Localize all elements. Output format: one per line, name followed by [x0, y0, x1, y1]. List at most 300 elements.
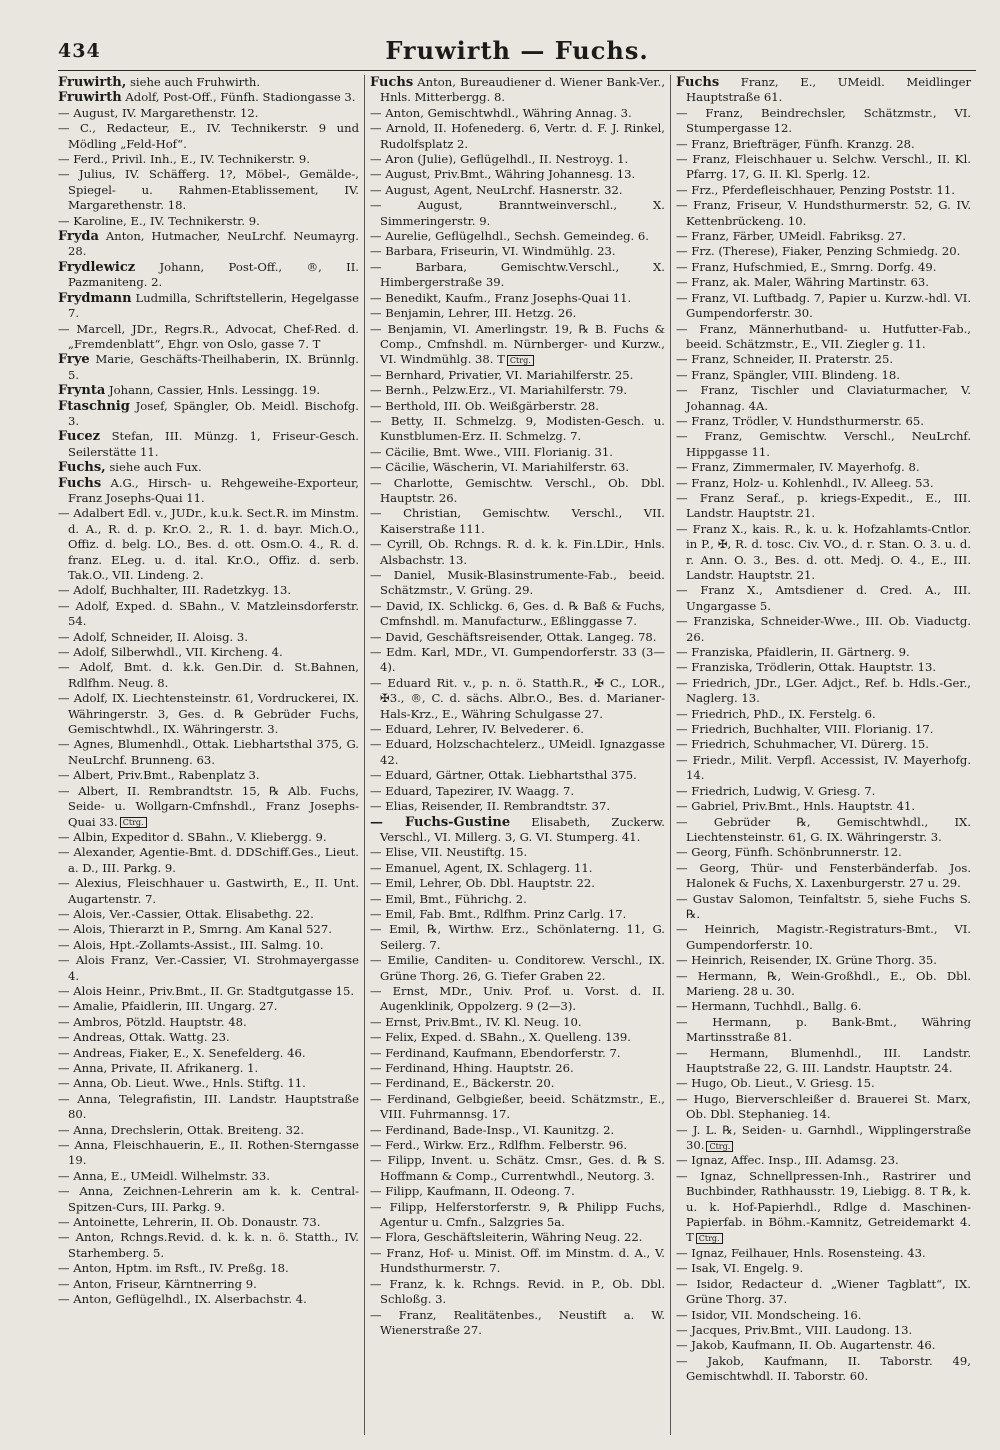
entry-text: — Anna, E., UMeidl. Wilhelmstr. 33. — [58, 1168, 270, 1183]
directory-entry — [58, 291, 359, 322]
directory-entry — [676, 583, 971, 614]
entry-text: — Emil, ℞, Wirthw. Erz., Schönlaterng. 11, G. Seilerg. 7. — [370, 922, 665, 952]
entry-text: — Julius, IV. Schäfferg. 1?, Möbel-, Gemälde-, Spiegel- u. Rahmen-Etablissement, IV. Margarethenstr. 18. — [58, 167, 359, 213]
entry-text: — Anton, Hptm. im Rsft., IV. Preßg. 18. — [58, 1261, 289, 1276]
entry-text: — David, IX. Schlickg. 6, Ges. d. ℞ Baß & Fuchs, Cmfnshdl. m. Manufacturw., Eßlinggasse 7. — [370, 598, 665, 629]
directory-entry — [58, 106, 359, 121]
entry-surname: Fuchs — [676, 75, 720, 90]
entry-text: — Alois, Thierarzt in P., Smrng. Am Kanal 527. — [58, 922, 332, 937]
directory-entry — [58, 260, 359, 291]
entry-text: — Franz X., kais. R., k. u. k. Hofzahlamts-Cntlor. in P., ✠, R. d. tosc. Civ. VO., d. r. Stan. O. 3. u. d. r. Ann. O. 3., Bes. d. ott. Medj. O. 4., E., III. Landstr. Hauptstr. 21. — [676, 521, 971, 582]
entry-text: Ludmilla, Schriftstellerin, Hegelgasse 7. — [68, 290, 359, 321]
directory-entry — [58, 1076, 359, 1091]
entry-text: Johann, Cassier, Hnls. Lessingg. 19. — [105, 383, 321, 398]
entry-text: — Alois, Hpt.-Zollamts-Assist., III. Salmg. 10. — [58, 937, 324, 952]
directory-entry — [370, 1015, 665, 1030]
entry-text: — Heinrich, Magistr.-Registraturs-Bmt., VI. Gumpendorferstr. 10. — [676, 922, 971, 952]
directory-entry — [58, 1277, 359, 1292]
directory-entry — [58, 1061, 359, 1076]
entry-text: — Eduard, Holzschachtelerz., UMeidl. Ignazgasse 42. — [370, 737, 665, 767]
entry-surname: — Fuchs-Gustine — [370, 814, 511, 830]
entry-text: Anton, Bureaudiener d. Wiener Bank-Ver., Hnls. Mitterbergg. 8. — [380, 75, 665, 105]
entry-text: — Frz. (Therese), Fiaker, Penzing Schmiedg. 20. — [676, 244, 961, 259]
entry-text: — Franz, Friseur, V. Hundsthurmerstr. 52, G. IV. Kettenbrückeng. 10. — [676, 198, 971, 228]
directory-entry — [58, 922, 359, 937]
directory-entry — [58, 999, 359, 1014]
directory-entry — [676, 1123, 971, 1154]
entry-text: — Franz, Hufschmied, E., Smrng. Dorfg. 49. — [676, 259, 937, 274]
directory-entry — [676, 491, 971, 522]
page-header — [58, 30, 976, 71]
entry-text: — Bernh., Pelzw.Erz., VI. Mariahilferstr. 79. — [370, 383, 628, 398]
directory-entry — [58, 691, 359, 737]
entry-text: — Alexander, Agentie-Bmt. d. DDSchiff.Ges., Lieut. a. D., III. Parkg. 9. — [58, 845, 359, 875]
directory-entry — [370, 506, 665, 537]
directory-entry — [676, 999, 971, 1014]
entry-text: — Adolf, IX. Liechtensteinstr. 61, Vordruckerei, IX. Währingerstr. 3, Ges. d. ℞ Gebrüder Fuchs, Gemischtwhdl., IX. Währingerstr. 3. — [58, 691, 359, 737]
directory-entry — [370, 876, 665, 891]
directory-entry — [676, 815, 971, 846]
entry-text: — Flora, Geschäftsleiterin, Währing Neug. 22. — [370, 1230, 643, 1245]
entry-text: — Ferd., Wirkw. Erz., Rdlfhm. Felberstr. 96. — [370, 1138, 628, 1153]
directory-entry — [370, 784, 665, 799]
directory-entry — [58, 768, 359, 783]
entry-text: — Alois Heinr., Priv.Bmt., II. Gr. Stadtgutgasse 15. — [58, 983, 355, 998]
entry-text: — Franz, Trödler, V. Hundsthurmerstr. 65. — [676, 413, 924, 428]
entry-text: — Anton, Gemischtwhdl., Währing Annag. 3. — [370, 105, 632, 120]
directory-entry — [370, 630, 665, 645]
entry-text: — Franz, Holz- u. Kohlenhdl., IV. Alleeg. 53. — [676, 475, 934, 490]
directory-entry — [676, 460, 971, 475]
entry-text: — August, Priv.Bmt., Währing Johannesg. 13. — [370, 167, 636, 182]
directory-entry — [676, 476, 971, 491]
entry-text: — C., Redacteur, E., IV. Technikerstr. 9 und Mödling „Feld-Hof“. — [58, 121, 359, 151]
entry-text: — Barbara, Gemischtw.Verschl., X. Himbergerstraße 39. — [370, 259, 665, 290]
entry-text: — Andreas, Ottak. Wattg. 23. — [58, 1030, 230, 1045]
column-3 — [670, 75, 976, 1435]
entry-text: — Franz, Zimmermaler, IV. Mayerhofg. 8. — [676, 460, 920, 475]
directory-entry — [676, 1277, 971, 1308]
directory-entry — [58, 1138, 359, 1169]
entry-text: — Jakob, Kaufmann, II. Taborstr. 49, Gemischtwhdl. II. Taborstr. 60. — [676, 1353, 971, 1384]
entry-text: — Emil, Lehrer, Ob. Dbl. Hauptstr. 22. — [370, 876, 595, 891]
directory-entry — [370, 414, 665, 445]
telephone-badge: Ctrg. — [696, 1233, 723, 1244]
directory-entry — [370, 167, 665, 182]
entry-text: — Franz Seraf., p. kriegs-Expedit., E., III. Landstr. Hauptstr. 21. — [676, 490, 971, 521]
directory-entry — [58, 229, 359, 260]
directory-entry — [676, 1261, 971, 1276]
entry-text: — Cyrill, Ob. Rchngs. R. d. k. k. Fin.LDir., Hnls. Alsbachstr. 13. — [370, 537, 665, 567]
directory-entry — [370, 383, 665, 398]
entry-text: — Friedrich, Ludwig, V. Griesg. 7. — [676, 783, 876, 798]
entry-text: — Franziska, Schneider-Wwe., III. Ob. Viaductg. 26. — [676, 614, 971, 644]
entry-surname: Fruwirth, — [58, 75, 127, 90]
entry-text: — Anna, Private, II. Afrikanerg. 1. — [58, 1061, 259, 1075]
entry-text: — Ferdinand, Bade-Insp., VI. Kaunitzg. 2. — [370, 1122, 615, 1137]
directory-entry — [58, 1030, 359, 1045]
entry-text: — Franz, k. k. Rchngs. Revid. in P., Ob. Dbl. Schloßg. 3. — [370, 1276, 665, 1307]
directory-entry — [676, 969, 971, 1000]
entry-text: — Franz, Briefträger, Fünfh. Kranzg. 28. — [676, 136, 915, 151]
entry-text: — Hermann, ℞, Wein-Großhdl., E., Ob. Dbl. Marieng. 28 u. 30. — [676, 968, 971, 998]
directory-entry — [58, 630, 359, 645]
directory-entry — [58, 383, 359, 398]
directory-entry — [58, 907, 359, 922]
entry-text: — Ernst, Priv.Bmt., IV. Kl. Neug. 10. — [370, 1014, 582, 1029]
entry-text: — Ferdinand, Kaufmann, Ebendorferstr. 7. — [370, 1045, 621, 1060]
directory-entry — [58, 784, 359, 830]
directory-entry — [676, 892, 971, 923]
entry-text: — Frz., Pferdefleischhauer, Penzing Poststr. 11. — [676, 182, 955, 197]
entry-text: — August, IV. Margarethenstr. 12. — [58, 105, 259, 120]
directory-entry — [370, 306, 665, 321]
directory-entry — [370, 121, 665, 152]
entry-text: — Hermann, p. Bank-Bmt., Währing Martinsstraße 81. — [676, 1014, 971, 1045]
directory-entry — [676, 1076, 971, 1091]
directory-entry — [676, 106, 971, 137]
entry-text: — August, Branntweinverschl., X. Simmeringerstr. 9. — [370, 198, 665, 228]
entry-text: — Emanuel, Agent, IX. Schlagerg. 11. — [370, 860, 593, 875]
directory-entry — [370, 1092, 665, 1123]
directory-entry — [370, 1184, 665, 1199]
directory-entry — [58, 167, 359, 213]
directory-entry — [370, 368, 665, 383]
entry-text: — Filipp, Invent. u. Schätz. Cmsr., Ges. d. ℞ S. Hoffmann & Comp., Currentwhdl., Neutorg. 3. — [370, 1153, 665, 1183]
directory-entry — [676, 368, 971, 383]
entry-text: — Elias, Reisender, II. Rembrandtstr. 37. — [370, 799, 611, 814]
directory-entry — [370, 1030, 665, 1045]
directory-entry — [370, 322, 665, 368]
directory-entry — [676, 799, 971, 814]
entry-text: — Ferdinand, Gelbgießer, beeid. Schätzmstr., E., VIII. Fuhrmannsg. 17. — [370, 1091, 665, 1122]
entry-text: — Anna, Fleischhauerin, E., II. Rothen-Sterngasse 19. — [58, 1138, 359, 1168]
entry-text: Anton, Hutmacher, NeuLrchf. Neumayrg. 28. — [68, 229, 359, 259]
entry-text: — Isak, VI. Engelg. 9. — [676, 1261, 804, 1276]
entry-text: — Hermann, Tuchhdl., Ballg. 6. — [676, 999, 862, 1014]
directory-entry — [676, 414, 971, 429]
directory-entry — [58, 1230, 359, 1261]
entry-text: — Karoline, E., IV. Technikerstr. 9. — [58, 213, 260, 228]
directory-entry — [370, 922, 665, 953]
directory-entry — [370, 537, 665, 568]
entry-text: Franz, E., UMeidl. Meidlinger Hauptstraße 61. — [686, 75, 971, 105]
page-number: 434 — [58, 40, 101, 62]
directory-entry — [370, 1046, 665, 1061]
directory-entry — [676, 198, 971, 229]
entry-text: Adolf, Post-Off., Fünfh. Stadiongasse 3. — [121, 90, 356, 105]
entry-text: — Anna, Ob. Lieut. Wwe., Hnls. Stiftg. 11. — [58, 1076, 306, 1091]
entry-text: — Franz X., Amtsdiener d. Cred. A., III. Ungargasse 5. — [676, 583, 971, 613]
entry-text: — Hugo, Ob. Lieut., V. Griesg. 15. — [676, 1076, 875, 1091]
entry-surname: Fruwirth — [58, 90, 122, 106]
directory-entry — [370, 1200, 665, 1231]
entry-text: — Franz, Fleischhauer u. Selchw. Verschl., II. Kl. Pfarrg. 17, G. II. Kl. Sperlg. 12. — [676, 152, 971, 182]
entry-text: — Ferd., Privil. Inh., E., IV. Technikerstr. 9. — [58, 152, 310, 167]
directory-entry — [58, 938, 359, 953]
telephone-badge: Ctrg. — [507, 355, 534, 366]
entry-text: — Gebrüder ℞, Gemischtwhdl., IX. Liechtensteinstr. 61, G. IX. Währingerstr. 3. — [676, 814, 971, 844]
entry-text: A.G., Hirsch- u. Rehgeweihe-Exporteur, Franz Josephs-Quai 11. — [68, 475, 359, 505]
entry-text: — Filipp, Helferstorferstr. 9, ℞ Philipp Fuchs, Agentur u. Cmfn., Salzgries 5a. — [370, 1199, 665, 1230]
directory-entry — [58, 1215, 359, 1230]
directory-entry — [370, 183, 665, 198]
entry-text: — Franz, Realitätenbes., Neustift a. W. Wienerstraße 27. — [370, 1307, 665, 1337]
directory-entry — [676, 322, 971, 353]
entry-surname: Frydlewicz — [58, 259, 136, 275]
directory-entry — [58, 352, 359, 383]
entry-text: — Adalbert Edl. v., JUDr., k.u.k. Sect.R. im Minstm. d. A., R. d. p. Kr.O. 2., R. 1. d. bayr. Mich.O., Offiz. d. belg. LO., Bes. d. ott. Osm.O. 4., R. d. franz. ELeg. u. d. ital. Kr.O., Offiz. d. serb. Tak.O., VII. Lindeng. 2. — [58, 506, 359, 582]
entry-text: — Adolf, Buchhalter, III. Radetzkyg. 13. — [58, 583, 292, 598]
entry-text: — Daniel, Musik-Blasinstrumente-Fab., beeid. Schätzmstr., V. Grüng. 29. — [370, 568, 665, 598]
directory-entry — [676, 275, 971, 290]
entry-text: — Franziska, Pfaidlerin, II. Gärtnerg. 9. — [676, 645, 910, 660]
entry-surname: Fuchs — [370, 75, 414, 90]
entry-text: — Franz, Beindrechsler, Schätzmstr., VI. Stumpergasse 12. — [676, 105, 971, 136]
entry-text: — David, Geschäftsreisender, Ottak. Langeg. 78. — [370, 629, 657, 644]
entry-text: — Charlotte, Gemischtw. Verschl., Ob. Dbl. Hauptstr. 26. — [370, 475, 665, 505]
entry-text: — Alois Franz, Ver.-Cassier, VI. Strohmayergasse 4. — [58, 953, 359, 983]
directory-entry — [676, 660, 971, 675]
entry-text: — Ferdinand, E., Bäckerstr. 20. — [370, 1076, 555, 1091]
entry-text: — Eduard, Lehrer, IV. Belvederег. 6. — [370, 722, 584, 737]
directory-entry — [676, 953, 971, 968]
entry-text: — Alois, Ver.-Cassier, Ottak. Elisabethg. 22. — [58, 906, 314, 921]
directory-entry — [370, 892, 665, 907]
entry-text: — Jacques, Priv.Bmt., VIII. Laudong. 13. — [676, 1322, 913, 1337]
entry-text: — Emilie, Canditen- u. Conditorew. Verschl., IX. Grüne Thorg. 26, G. Tiefer Graben 22. — [370, 953, 665, 983]
directory-entry — [676, 383, 971, 414]
entry-text: — Isidor, Redacteur d. „Wiener Tagblatt“, IX. Grüne Thorg. 37. — [676, 1276, 971, 1307]
directory-entry — [370, 229, 665, 244]
entry-text: — Friedrich, Schuhmacher, VI. Dürerg. 15. — [676, 737, 929, 752]
telephone-badge: Ctrg. — [120, 817, 147, 828]
directory-entry — [370, 953, 665, 984]
directory-entry — [370, 1246, 665, 1277]
entry-surname: Frye — [58, 352, 90, 368]
directory-entry — [676, 429, 971, 460]
directory-entry — [676, 1046, 971, 1077]
directory-entry — [370, 722, 665, 737]
directory-entry — [370, 1308, 665, 1339]
directory-entry — [58, 476, 359, 507]
directory-entry — [370, 1076, 665, 1091]
directory-entry — [58, 1169, 359, 1184]
directory-entry — [58, 953, 359, 984]
directory-entry — [676, 260, 971, 275]
entry-text: — Edm. Karl, MDr., VI. Gumpendorferstr. 33 (3—4). — [370, 645, 665, 675]
entry-text: Johann, Post-Off., ®, II. Pazmaniteng. 2. — [68, 259, 359, 290]
directory-entry — [676, 845, 971, 860]
directory-entry — [58, 876, 359, 907]
entry-text: — Franz, ak. Maler, Währing Martinstr. 63. — [676, 275, 929, 290]
directory-entry — [58, 737, 359, 768]
entry-text: — Anna, Telegrafistin, III. Landstr. Hauptstraße 80. — [58, 1091, 359, 1122]
entry-text: — Gabriel, Priv.Bmt., Hnls. Hauptstr. 41. — [676, 799, 916, 814]
entry-text: — Ignaz, Affec. Insp., III. Adamsg. 23. — [676, 1153, 899, 1168]
entry-text: — Betty, II. Schmelzg. 9, Modisten-Gesch. u. Kunstblumen-Erz. II. Schmelzg. 7. — [370, 413, 665, 444]
directory-entry — [58, 399, 359, 430]
entry-text: — Barbara, Friseurin, VI. Windmühlg. 23. — [370, 244, 616, 259]
entry-text: — Franz, Spängler, VIII. Blindeng. 18. — [676, 367, 900, 382]
entry-text: — Anna, Drechslerin, Ottak. Breiteng. 32. — [58, 1122, 305, 1137]
directory-entry — [370, 106, 665, 121]
entry-text: — Filipp, Kaufmann, II. Odeong. 7. — [370, 1184, 575, 1199]
entry-text: — Felix, Exped. d. SBahn., X. Quelleng. 139. — [370, 1030, 631, 1045]
directory-entry — [676, 784, 971, 799]
columns — [58, 75, 976, 1435]
directory-entry — [676, 1338, 971, 1353]
directory-entry — [58, 90, 359, 105]
directory-entry — [676, 1153, 971, 1168]
directory-entry — [370, 599, 665, 630]
entry-text: — Benedikt, Kaufm., Franz Josephs-Quai 11. — [370, 290, 632, 305]
directory-entry — [58, 1015, 359, 1030]
directory-entry — [58, 845, 359, 876]
directory-entry — [370, 152, 665, 167]
entry-text: — Emil, Fab. Bmt., Rdlfhm. Prinz Carlg. 17. — [370, 906, 627, 921]
directory-entry — [676, 645, 971, 660]
directory-entry — [370, 768, 665, 783]
entry-text: Josef, Spängler, Ob. Meidl. Bischofg. 3. — [68, 398, 359, 428]
directory-entry — [370, 737, 665, 768]
entry-surname: Frynta — [58, 383, 106, 399]
directory-entry — [676, 753, 971, 784]
directory-entry — [676, 1308, 971, 1323]
entry-text: — Anton, Rchngs.Revid. d. k. k. n. ö. Statth., IV. Starhemberg. 5. — [58, 1230, 359, 1260]
directory-entry — [58, 1092, 359, 1123]
directory-entry — [370, 1061, 665, 1076]
entry-text: — Adolf, Bmt. d. k.k. Gen.Dir. d. St.Bahnen, Rdlfhm. Neug. 8. — [58, 660, 359, 690]
directory-entry — [370, 845, 665, 860]
directory-entry — [58, 1123, 359, 1138]
entry-surname: Fucez — [58, 429, 101, 445]
entry-text: — Emil, Bmt., Führichg. 2. — [370, 891, 527, 906]
directory-entry — [370, 568, 665, 599]
directory-entry — [370, 244, 665, 259]
directory-entry — [58, 1046, 359, 1061]
directory-entry — [370, 75, 665, 106]
entry-text: — Friedrich, JDr., LGer. Adjct., Ref. b. Hdls.-Ger., Naglerg. 13. — [676, 675, 971, 706]
entry-text: — Hugo, Bierverschleißer d. Brauerei St. Marx, Ob. Dbl. Stephanieg. 14. — [676, 1091, 971, 1122]
directory-entry — [370, 198, 665, 229]
entry-text: — Albert, II. Rembrandtstr. 15, ℞ Alb. Fuchs, Seide- u. Wollgarn-Cmfnshdl., Franz Josephs-Quai 33. — [58, 783, 359, 829]
directory-entry — [370, 799, 665, 814]
directory-entry — [370, 1230, 665, 1245]
directory-entry — [58, 984, 359, 999]
directory-entry — [676, 152, 971, 183]
entry-text: — Isidor, VII. Mondscheing. 16. — [676, 1307, 862, 1322]
entry-text: — Antoinette, Lehrerin, II. Ob. Donaustr. 73. — [58, 1215, 321, 1230]
entry-text: — Ambros, Pötzld. Hauptstr. 48. — [58, 1014, 247, 1029]
entry-text: — Anton, Friseur, Kärntnerring 9. — [58, 1276, 257, 1291]
entry-text: — Cäcilie, Bmt. Wwe., VIII. Florianig. 31. — [370, 444, 613, 459]
entry-text: — Christian, Gemischtw. Verschl., VII. Kaiserstraße 111. — [370, 506, 665, 536]
directory-entry — [676, 229, 971, 244]
entry-text: — Benjamin, Lehrer, III. Hetzg. 26. — [370, 306, 577, 321]
entry-text: — Franz, Hof- u. Minist. Off. im Minstm. d. A., V. Hundsthurmerstr. 7. — [370, 1245, 665, 1276]
directory-entry — [370, 445, 665, 460]
entry-text: — Adolf, Exped. d. SBahn., V. Matzleinsdorferstr. 54. — [58, 598, 359, 629]
directory-entry — [370, 907, 665, 922]
entry-text: — Ignaz, Feilhauer, Hnls. Rosensteing. 43. — [676, 1245, 926, 1260]
entry-text: — Amalie, Pfaidlerin, III. Ungarg. 27. — [58, 999, 278, 1014]
entry-text: Stefan, III. Münzg. 1, Friseur-Gesch. Seilerstätte 11. — [68, 429, 359, 459]
entry-text: Elisabeth, Zuckerw. Verschl., VI. Millerg. 3, G. VI. Stumperg. 41. — [380, 814, 665, 844]
directory-entry — [58, 214, 359, 229]
entry-text: — Bernhard, Privatier, VI. Mariahilferstr. 25. — [370, 367, 634, 382]
directory-entry — [676, 183, 971, 198]
entry-text: — Berthold, III. Ob. Weißgärberstr. 28. — [370, 398, 599, 413]
entry-surname: Fuchs, — [58, 460, 106, 476]
entry-text: — Ferdinand, Hhing. Hauptstr. 26. — [370, 1061, 574, 1075]
directory-entry — [58, 429, 359, 460]
directory-entry — [370, 460, 665, 475]
entry-surname: Fuchs — [58, 475, 102, 491]
directory-entry — [676, 352, 971, 367]
directory-entry — [58, 599, 359, 630]
entry-text: — Elise, VII. Neustiftg. 15. — [370, 845, 528, 860]
entry-text: — Anton, Geflügelhdl., IX. Alserbachstr. 4. — [58, 1292, 307, 1307]
directory-entry — [676, 707, 971, 722]
entry-text: — Adolf, Silberwhdl., VII. Kircheng. 4. — [58, 645, 283, 660]
directory-entry — [370, 815, 665, 846]
directory-entry — [676, 1246, 971, 1261]
directory-entry — [370, 291, 665, 306]
directory-entry — [58, 152, 359, 167]
directory-entry — [58, 506, 359, 583]
directory-entry — [370, 676, 665, 722]
directory-entry — [676, 1092, 971, 1123]
entry-text: — Eduard, Tapezirer, IV. Waagg. 7. — [370, 783, 575, 798]
directory-entry — [58, 645, 359, 660]
directory-entry — [58, 121, 359, 152]
directory-entry — [58, 1261, 359, 1276]
directory-entry — [370, 861, 665, 876]
entry-text: — Ernst, MDr., Univ. Prof. u. Vorst. d. II. Augenklinik, Oppolzerg. 9 (2—3). — [370, 983, 665, 1014]
entry-text: — Franz, Schneider, II. Praterstr. 25. — [676, 352, 894, 367]
entry-text: — Gustav Salomon, Teinfaltstr. 5, siehe Fuchs S. ℞. — [676, 891, 971, 921]
entry-surname: Fryda — [58, 229, 99, 245]
entry-text: siehe auch Fruhwirth. — [126, 75, 261, 89]
entry-surname: Frydmann — [58, 290, 132, 306]
entry-text: — Franziska, Trödlerin, Ottak. Hauptstr. 13. — [676, 660, 937, 675]
entry-text: — Albert, Priv.Bmt., Rabenplatz 3. — [58, 768, 260, 783]
entry-text: — August, Agent, NeuLrchf. Hasnerstr. 32. — [370, 182, 623, 197]
entry-text: — Benjamin, VI. Amerlingstr. 19, ℞ B. Fuchs & Comp., Cmfnshdl. m. Nürnberger- und Kurzw., VI. Windmühlg. 38. T — [370, 321, 665, 367]
directory-entry — [58, 583, 359, 598]
directory-entry — [676, 75, 971, 106]
entry-text: — Agnes, Blumenhdl., Ottak. Liebhartsthal 375, G. NeuLrchf. Brunneng. 63. — [58, 737, 359, 767]
directory-entry — [676, 722, 971, 737]
entry-text: — Alexius, Fleischhauer u. Gastwirth, E., II. Unt. Augartenstr. 7. — [58, 876, 359, 906]
entry-text: — Franz, Färber, UMeidl. Fabriksg. 27. — [676, 229, 907, 244]
directory-entry — [58, 1184, 359, 1215]
directory-entry — [370, 1123, 665, 1138]
directory-entry — [58, 75, 359, 90]
entry-text: — Eduard Rit. v., p. n. ö. Statth.R., ✠ C., LOR., ✠3., ®, C. d. sächs. Albr.O., Bes. d. Marianer-Hals-Krz., E., Währing Schulgasse 27. — [370, 675, 665, 721]
directory-entry — [676, 737, 971, 752]
directory-entry — [676, 522, 971, 584]
directory-entry — [370, 399, 665, 414]
entry-text: — Georg, Thür- und Fensterbänderfab. Jos. Halonek & Fuchs, X. Laxenburgerstr. 27 u. 29. — [676, 860, 971, 891]
entry-text: — Franz, Tischler und Claviaturmacher, V. Johannag. 4A. — [676, 383, 971, 413]
directory-entry — [676, 291, 971, 322]
entry-text: — Adolf, Schneider, II. Aloisg. 3. — [58, 629, 248, 644]
entry-text: — Franz, VI. Luftbadg. 7, Papier u. Kurzw.-hdl. VI. Gumpendorferstr. 30. — [676, 290, 971, 321]
directory-entry — [370, 1153, 665, 1184]
directory-entry — [58, 460, 359, 475]
